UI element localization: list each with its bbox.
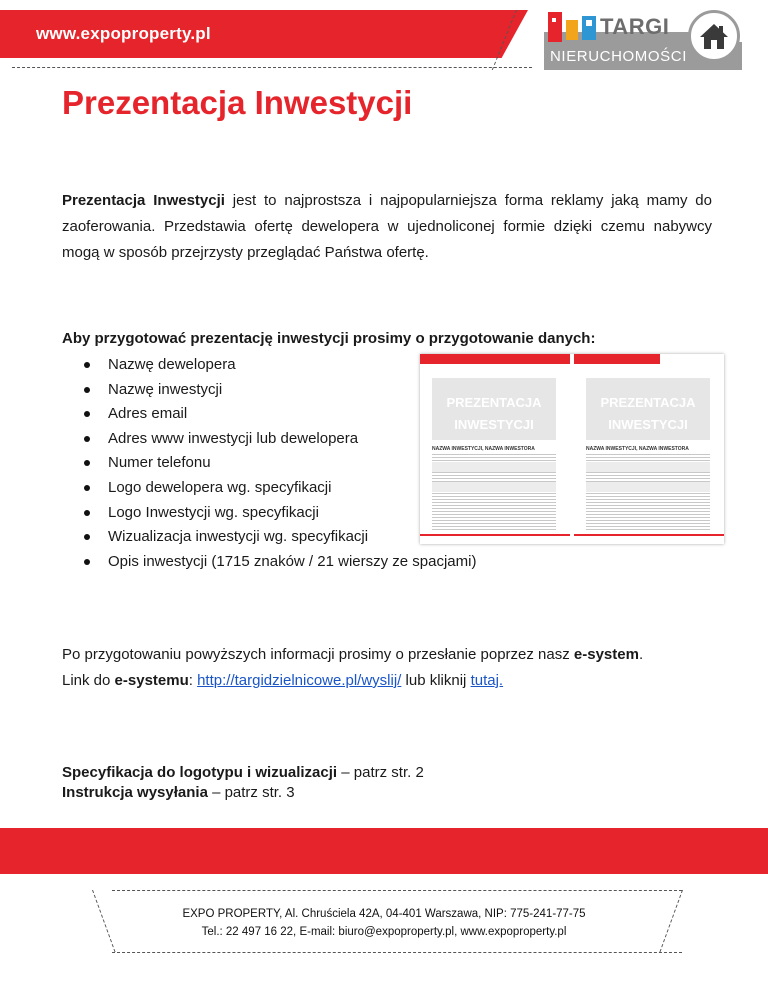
logo-subtitle: NIERUCHOMOŚCI — [550, 48, 687, 65]
footer-address: EXPO PROPERTY, Al. Chruściela 42A, 04-401 Warszawa, NIP: 775-241-77-75 — [182, 908, 586, 920]
preview-footer-bar — [420, 534, 570, 536]
logo-title: TARGI — [600, 14, 670, 39]
preview-header-bar — [420, 354, 570, 364]
bullet-icon — [84, 387, 90, 393]
list-item-text: Logo Inwestycji wg. specyfikacji — [108, 503, 319, 521]
bullet-icon — [84, 411, 90, 417]
page-title: Prezentacja Inwestycji — [62, 84, 413, 121]
list-item-text: Adres www inwestycji lub dewelopera — [108, 429, 359, 447]
click-here-link[interactable]: tutaj. — [470, 672, 504, 689]
intro-text: jest to najprostsza i najpopularniejsza forma reklamy jaką mamy do zaoferowania. Przedstawia ofertę dewelopera w ujednoliconej formie dzięki czemu nabywcy mogą w sposób przejrzysty przeglądać Państwa ofertę. — [62, 192, 712, 261]
bullet-icon — [84, 460, 90, 466]
bullet-icon — [84, 485, 90, 491]
list-item — [108, 550, 476, 575]
footer-divider-bottom — [112, 952, 682, 953]
bullet-icon — [84, 436, 90, 442]
footer-divider-left — [92, 890, 116, 952]
header-url[interactable]: www.expoproperty.pl — [36, 24, 211, 43]
esystem-link[interactable]: http://targidzielnicowe.pl/wyslij/ — [197, 672, 402, 689]
logo-building-red-icon — [548, 12, 562, 42]
submit-text: Po przygotowaniu powyższych informacji prosimy o przesłanie poprzez nasz — [62, 646, 574, 663]
preview-box — [432, 462, 556, 472]
requirements-heading: Aby przygotować prezentację inwestycji prosimy o przygotowanie danych: — [62, 330, 596, 347]
submit-paragraph: Po przygotowaniu powyższych informacji prosimy o przesłanie poprzez nasz e-system. Link do e-systemu: http://targidzielnicowe.pl/wyslij/ lub kliknij tutaj. — [62, 646, 644, 689]
list-item-text: Adres email — [108, 405, 188, 423]
requirements-list — [62, 353, 476, 574]
footer-divider-top — [112, 890, 682, 891]
footer-divider-right — [659, 890, 683, 952]
targi-nieruchomosci-logo — [538, 8, 744, 72]
preview-page-right — [574, 354, 724, 544]
spec-line-instructions: Instrukcja wysyłania – patrz str. 3 — [62, 784, 295, 801]
list-item-text: Nazwę dewelopera — [108, 356, 236, 373]
preview-label: PREZENTACJA INWESTYCJI — [600, 395, 696, 432]
list-item-text: Wizualizacja inwestycji wg. specyfikacji — [108, 528, 369, 546]
intro-paragraph — [62, 188, 712, 266]
house-icon — [688, 10, 740, 62]
esystemu-bold: e-systemu — [114, 672, 189, 689]
intro-bold: Prezentacja Inwestycji — [62, 192, 225, 209]
list-item-text: Nazwę inwestycji — [108, 380, 223, 398]
footer-contact: Tel.: 22 497 16 22, E-mail: biuro@expoproperty.pl, www.expoproperty.pl — [201, 926, 567, 938]
logo-window — [586, 20, 592, 26]
footer-red-band — [0, 828, 768, 874]
list-item-text: Opis inwestycji (1715 znaków / 21 wierszy ze spacjami) — [108, 552, 477, 570]
header-divider — [12, 67, 532, 68]
bullet-icon — [84, 534, 90, 540]
presentation-preview-image — [420, 354, 724, 544]
preview-label: PREZENTACJA INWESTYCJI — [446, 395, 542, 432]
preview-box — [432, 482, 556, 492]
list-item-text: Logo dewelopera wg. specyfikacji — [108, 478, 332, 496]
preview-page-left — [420, 354, 570, 544]
bullet-icon — [84, 559, 90, 565]
preview-heading: NAZWA INWESTYCJI, NAZWA INWESTORA — [432, 446, 535, 452]
preview-heading: NAZWA INWESTYCJI, NAZWA INWESTORA — [586, 446, 689, 452]
preview-header-bar — [574, 354, 660, 364]
preview-footer-bar — [574, 534, 724, 536]
spec-line-logo: Specyfikacja do logotypu i wizualizacji – patrz str. 2 — [62, 764, 424, 781]
bullet-icon — [84, 510, 90, 516]
preview-box — [586, 462, 710, 472]
list-item-text: Numer telefonu — [108, 454, 211, 472]
bullet-icon — [84, 362, 90, 368]
logo-building-orange-icon — [566, 20, 578, 40]
esystem-bold: e-system — [573, 646, 639, 663]
logo-window — [552, 18, 556, 22]
preview-box — [586, 482, 710, 492]
